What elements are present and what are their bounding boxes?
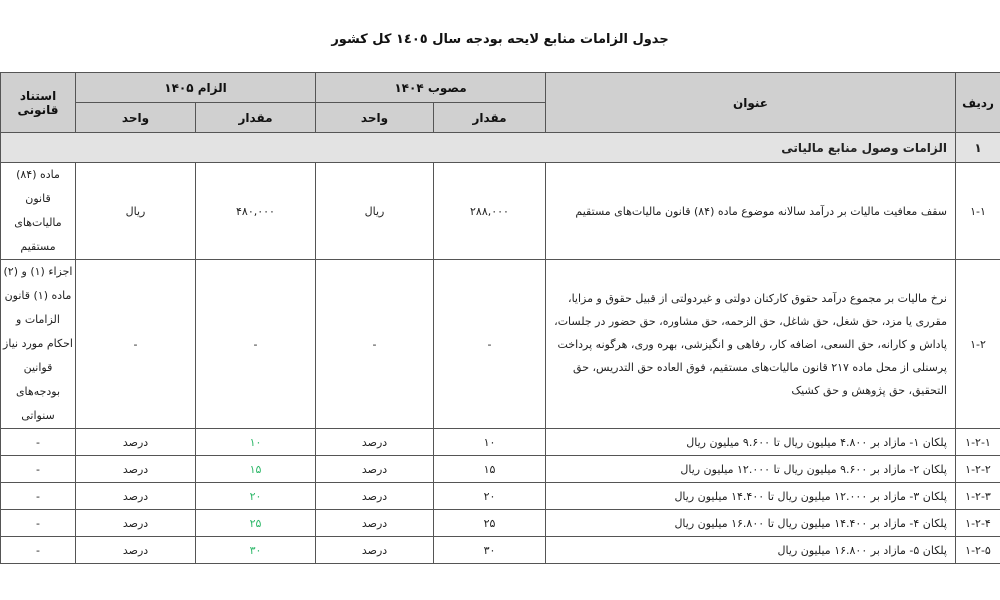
table-row xyxy=(1,429,1000,456)
row-unit-1404: - xyxy=(316,260,434,429)
table-row xyxy=(1,163,1000,260)
header-unit-1405: واحد xyxy=(76,103,196,133)
row-unit-1404: ریال xyxy=(316,163,434,260)
row-subject: نرخ مالیات بر مجموع درآمد حقوق کارکنان دولتی و غیردولتی از قبیل حقوق و مزایا، مقرری یا مزد، حق شغل، حق شاغل، حق الزحمه، حق مشاوره، حق حضور در جلسات، پاداش و کارانه، حق السعی، اضافه کار، رفاهی و انگیزشی، بهره وری، هرگونه پرداخت پرسنلی از محل ماده ۲۱۷ قانون مالیات‌های مستقیم، فوق العاده حق التدریس، حق التحقیق، حق پژوهش و حق کشیک xyxy=(546,260,956,429)
row-unit-1405: درصد xyxy=(76,510,196,537)
row-legal-basis: - xyxy=(1,456,76,483)
row-unit-1405: درصد xyxy=(76,456,196,483)
budget-requirements-table xyxy=(0,72,1000,564)
row-subject: پلکان ۵- مازاد بر ۱۶.۸۰۰ میلیون ریال xyxy=(546,537,956,564)
table-row xyxy=(1,483,1000,510)
row-amount-1405: - xyxy=(196,260,316,429)
row-subject: سقف معافیت مالیات بر درآمد سالانه موضوع ماده (۸۴) قانون مالیات‌های مستقیم xyxy=(546,163,956,260)
row-amount-1404: ۳۰ xyxy=(434,537,546,564)
row-amount-1405: ۱۰ xyxy=(196,429,316,456)
row-amount-1404: ۲۰ xyxy=(434,483,546,510)
row-amount-1405: ۲۰ xyxy=(196,483,316,510)
row-unit-1405: - xyxy=(76,260,196,429)
row-unit-1405: درصد xyxy=(76,537,196,564)
row-subject: پلکان ۴- مازاد بر ۱۴.۴۰۰ میلیون ریال تا ۱۶.۸۰۰ میلیون ریال xyxy=(546,510,956,537)
row-legal-basis: - xyxy=(1,510,76,537)
row-number: ۱-۲ xyxy=(956,260,1000,429)
row-unit-1404: درصد xyxy=(316,537,434,564)
row-amount-1405: ۴۸۰,۰۰۰ xyxy=(196,163,316,260)
header-amount-1404: مقدار xyxy=(434,103,546,133)
row-subject: پلکان ۳- مازاد بر ۱۲.۰۰۰ میلیون ریال تا ۱۴.۴۰۰ میلیون ریال xyxy=(546,483,956,510)
table-row xyxy=(1,537,1000,564)
row-number: ۱-۲-۳ xyxy=(956,483,1000,510)
row-amount-1404: ۲۸۸,۰۰۰ xyxy=(434,163,546,260)
row-unit-1404: درصد xyxy=(316,456,434,483)
table-row xyxy=(1,260,1000,429)
section-title: الزامات وصول منابع مالیاتی xyxy=(546,133,956,163)
row-subject: پلکان ۱- مازاد بر ۴.۸۰۰ میلیون ریال تا ۹.۶۰۰ میلیون ریال xyxy=(546,429,956,456)
row-amount-1404: ۱۵ xyxy=(434,456,546,483)
row-amount-1404: ۲۵ xyxy=(434,510,546,537)
row-unit-1404: درصد xyxy=(316,510,434,537)
row-legal-basis: - xyxy=(1,483,76,510)
row-number: ۱-۲-۴ xyxy=(956,510,1000,537)
table-row xyxy=(1,456,1000,483)
row-number: ۱-۱ xyxy=(956,163,1000,260)
row-legal-basis: - xyxy=(1,429,76,456)
row-amount-1405: ۱۵ xyxy=(196,456,316,483)
row-unit-1405: درصد xyxy=(76,429,196,456)
section-row xyxy=(1,133,1000,163)
row-unit-1405: درصد xyxy=(76,483,196,510)
row-unit-1405: ریال xyxy=(76,163,196,260)
row-number: ۱-۲-۲ xyxy=(956,456,1000,483)
section-number: ۱ xyxy=(956,133,1000,163)
header-row-number: ردیف xyxy=(956,73,1000,133)
row-number: ۱-۲-۱ xyxy=(956,429,1000,456)
row-amount-1405: ۲۵ xyxy=(196,510,316,537)
section-empty xyxy=(1,133,546,163)
header-requirement-1405: الزام ۱۴۰۵ xyxy=(76,73,316,103)
table-row xyxy=(1,510,1000,537)
row-amount-1404: - xyxy=(434,260,546,429)
row-subject: پلکان ۲- مازاد بر ۹.۶۰۰ میلیون ریال تا ۱۲.۰۰۰ میلیون ریال xyxy=(546,456,956,483)
row-legal-basis: ماده (۸۴) قانون مالیات‌های مستقیم xyxy=(1,163,76,260)
header-unit-1404: واحد xyxy=(316,103,434,133)
header-approved-1404: مصوب ۱۴۰۴ xyxy=(316,73,546,103)
row-legal-basis: - xyxy=(1,537,76,564)
header-legal-basis: استناد قانونی xyxy=(1,73,76,133)
row-amount-1405: ۳۰ xyxy=(196,537,316,564)
row-number: ۱-۲-۵ xyxy=(956,537,1000,564)
header-subject: عنوان xyxy=(546,73,956,133)
row-unit-1404: درصد xyxy=(316,483,434,510)
row-unit-1404: درصد xyxy=(316,429,434,456)
document-title: جدول الزامات منابع لایحه بودجه سال ۱٤۰٥ کل کشور xyxy=(331,32,669,47)
row-legal-basis: اجزاء (۱) و (۲) ماده (۱) قانون الزامات و احکام مورد نیاز قوانین بودجه‌های سنواتی xyxy=(1,260,76,429)
row-amount-1404: ۱۰ xyxy=(434,429,546,456)
header-amount-1405: مقدار xyxy=(196,103,316,133)
